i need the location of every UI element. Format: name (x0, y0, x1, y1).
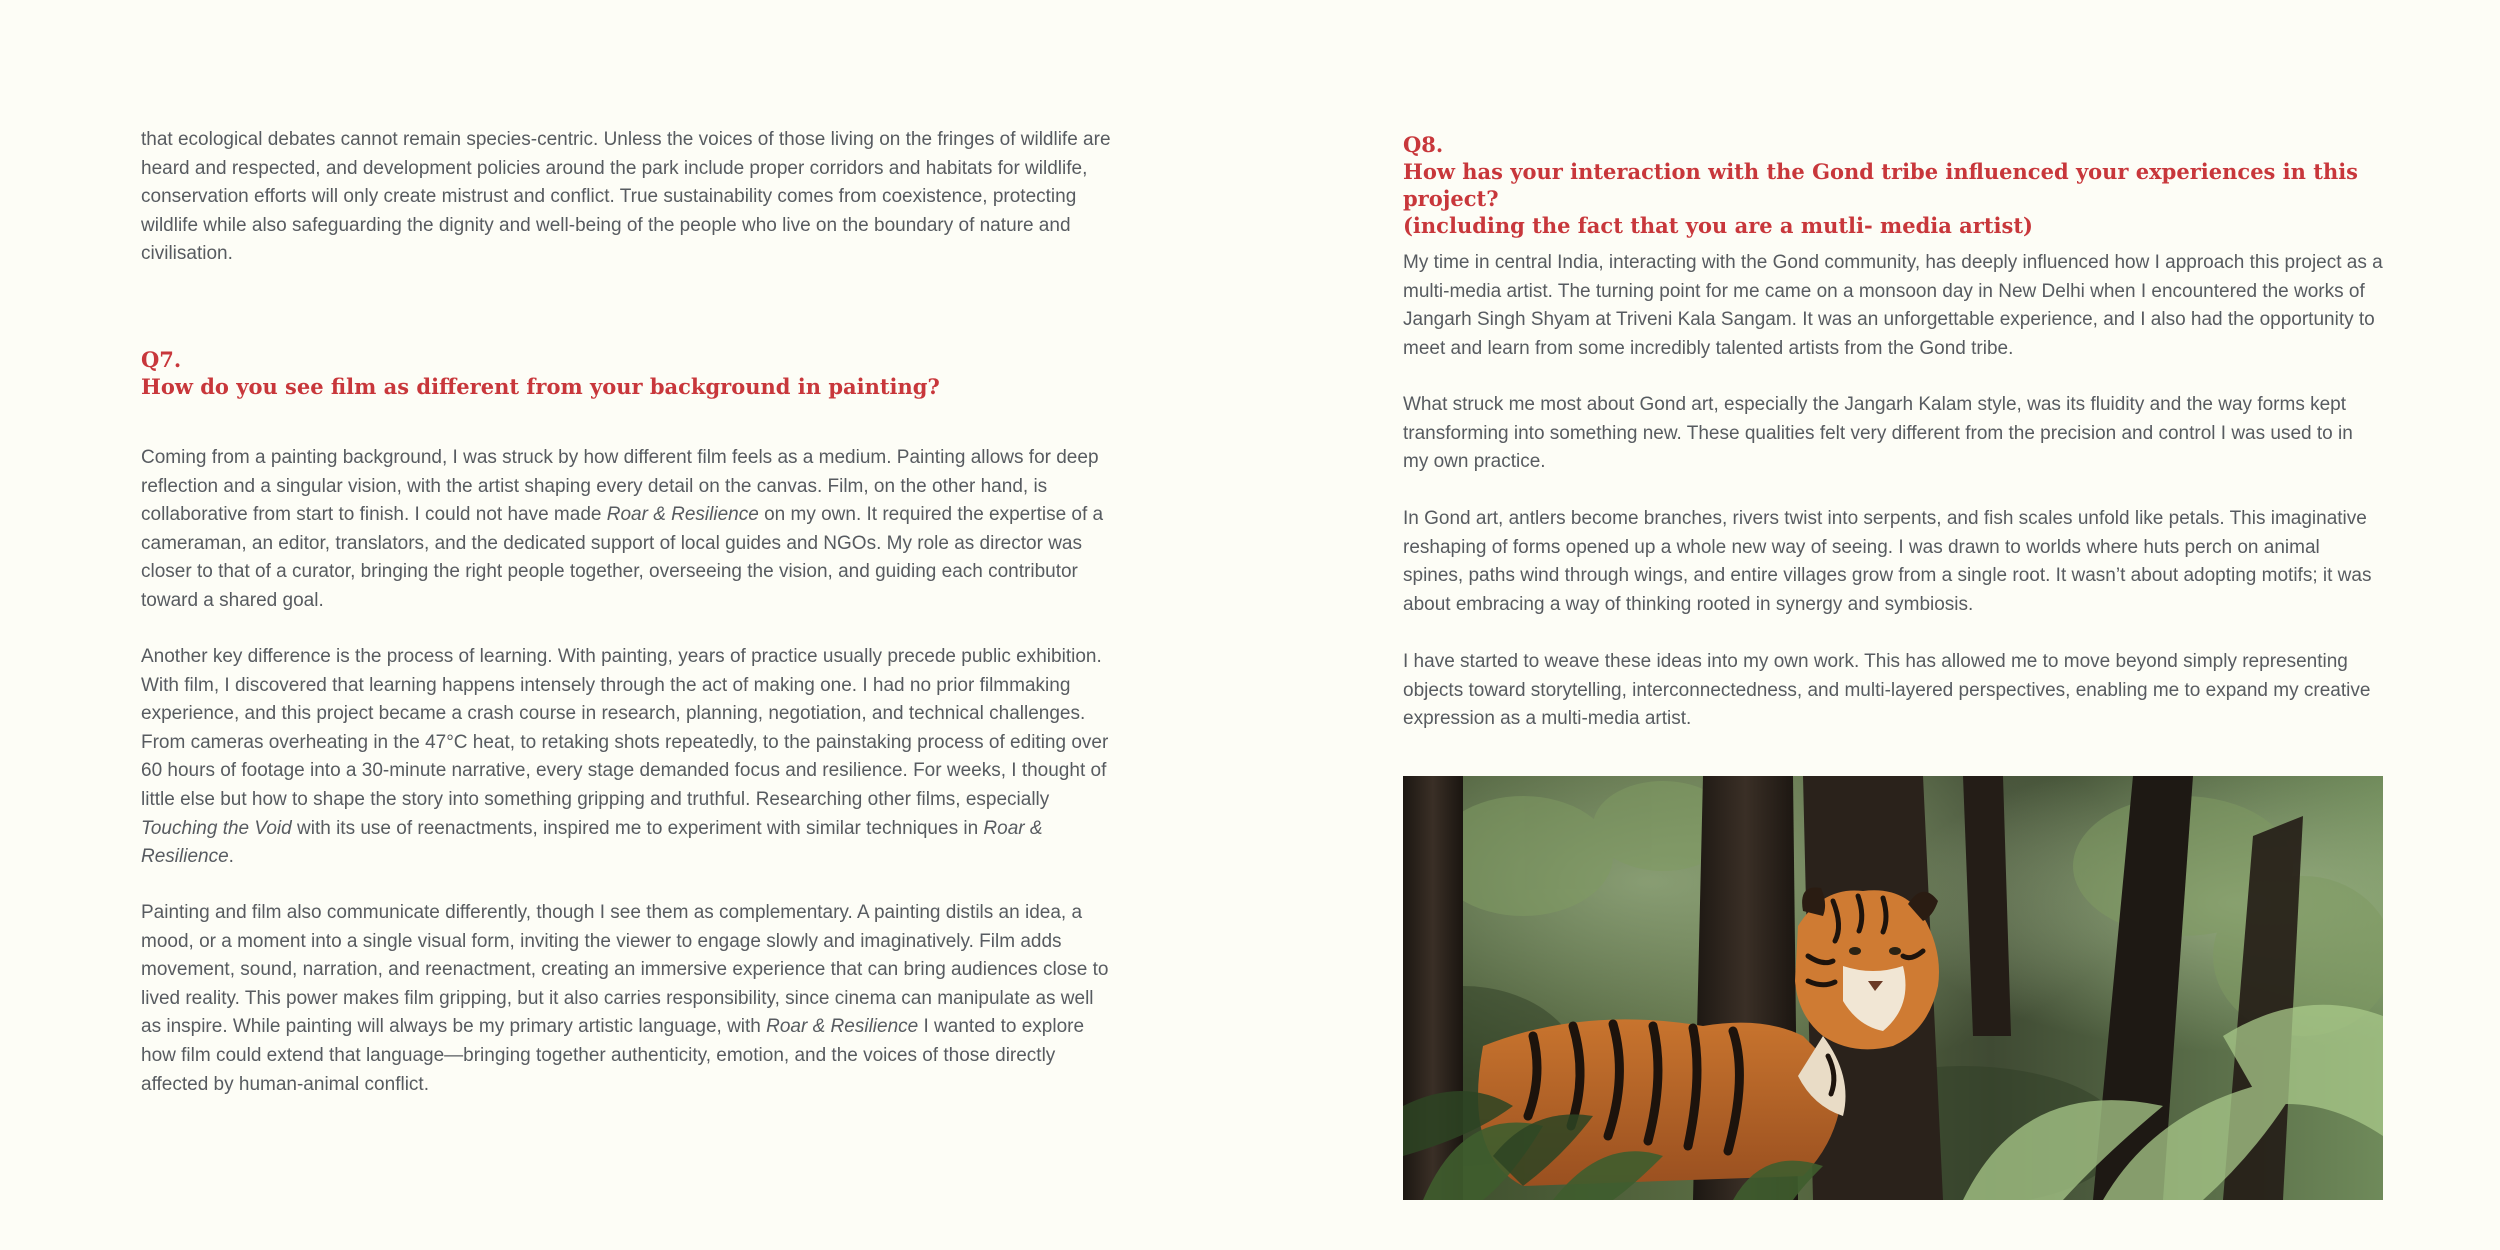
q8-question-line-1: How has your interaction with the Gond tribe influenced your experiences in this project? (1403, 159, 2359, 211)
text-run: Another key difference is the process of learning. With painting, years of practice usually precede public exhibition. With film, I discovered that learning happens intensely through the act of making one. I had no prior filmmaking experience, and this project became a crash course in research, planning, negotiation, and technical challenges. From cameras overheating in the 47°C heat, to retaking shots repeatedly, to the painstaking process of editing over 60 hours of footage into a 30-minute narrative, every stage demanded focus and resilience. For weeks, I thought of little else but how to shape the story into something gripping and truthful. Researching other films, especially (141, 646, 1109, 810)
q8-question-line-2: (including the fact that you are a mutli- media artist) (1403, 213, 2033, 238)
q7-answer-paragraph-3 (141, 899, 1116, 1099)
q8-heading (1403, 131, 2383, 239)
text-run: . (228, 846, 234, 868)
intro-paragraph: that ecological debates cannot remain species-centric. Unless the voices of those living on the fringes of wildlife are heard and respected, and development policies around the park include proper corridors and habitats for wildlife, conservation efforts will only create mistrust and conflict. True sustainability comes from coexistence, protecting wildlife while also safeguarding the dignity and well-being of the people who live on the boundary of nature and civilisation. (141, 129, 1111, 265)
film-title: Roar & Resilience (606, 504, 759, 526)
text-run: Coming from a painting background, I was struck by how different film feels as a medium. Painting allows for deep reflection and a singular vision, with the artist shaping every detail on the canvas. Film, on the other hand, is collaborative from start to finish. I could not have made (141, 447, 1099, 526)
q8-number: Q8. (1403, 132, 1444, 157)
q7-answer-paragraph-2 (141, 643, 1116, 872)
q7-number: Q7. (141, 347, 182, 372)
q8-answer-paragraph-1: My time in central India, interacting with the Gond community, has deeply influenced how I approach this project as a multi-media artist. The turning point for me came on a monsoon day in New Delhi when I encountered the works of Jangarh Singh Shyam at Triveni Kala Sangam. It was an unforgettable experience, and I also had the opportunity to meet and learn from some incredibly talented artists from the Gond tribe. (1403, 252, 2383, 359)
text-run: with its use of reenactments, inspired me to experiment with similar techniques in (291, 817, 984, 839)
q7-heading (141, 346, 1116, 400)
film-title: Roar & Resilience (766, 1016, 919, 1038)
tiger-illustration (1403, 776, 2383, 1200)
tiger-forest-photo (1403, 776, 2383, 1200)
film-title: Touching the Void (141, 817, 292, 839)
q7-answer-paragraph-1 (141, 444, 1116, 616)
q8-answer-paragraph-4: I have started to weave these ideas into my own work. This has allowed me to move beyond simply representing objects toward storytelling, interconnectedness, and multi-layered perspectives, enabling me to expand my creative expression as a multi-media artist. (1403, 651, 2371, 730)
q7-question: How do you see film as different from your background in painting? (141, 374, 940, 399)
text-run: on my own. It required the expertise of a cameraman, an editor, translators, and the dedicated support of local guides and NGOs. My role as director was closer to that of a curator, bringing the right people together, overseeing the vision, and guiding each contributor toward a shared goal. (141, 504, 1104, 611)
text-run: Painting and film also communicate differently, though I see them as complementary. A painting distils an idea, a mood, or a moment into a single visual form, inviting the viewer to engage slowly and imaginatively. Film adds movement, sound, narration, and reenactment, creating an immersive experience that can bring audiences close to lived reality. This power makes film gripping, but it also carries responsibility, since cinema can manipulate as well as inspire. While painting will always be my primary artistic language, with (141, 902, 1109, 1038)
film-title: Roar & Resilience (141, 817, 1043, 868)
q8-answer-paragraph-2: What struck me most about Gond art, especially the Jangarh Kalam style, was its fluidity and the way forms kept transforming into something new. These qualities felt very different from the precision and control I was used to in my own practice. (1403, 394, 2353, 473)
text-run: I wanted to explore how film could extend that language—bringing together authenticity, emotion, and the voices of those directly affected by human-animal conflict. (141, 1016, 1085, 1095)
q8-answer-paragraph-3: In Gond art, antlers become branches, rivers twist into serpents, and fish scales unfold like petals. This imaginative reshaping of forms opened up a whole new way of seeing. I was drawn to worlds where huts perch on animal spines, paths wind through wings, and entire villages grow from a single root. It wasn’t about adopting motifs; it was about embracing a way of thinking rooted in synergy and symbiosis. (1403, 508, 2372, 615)
